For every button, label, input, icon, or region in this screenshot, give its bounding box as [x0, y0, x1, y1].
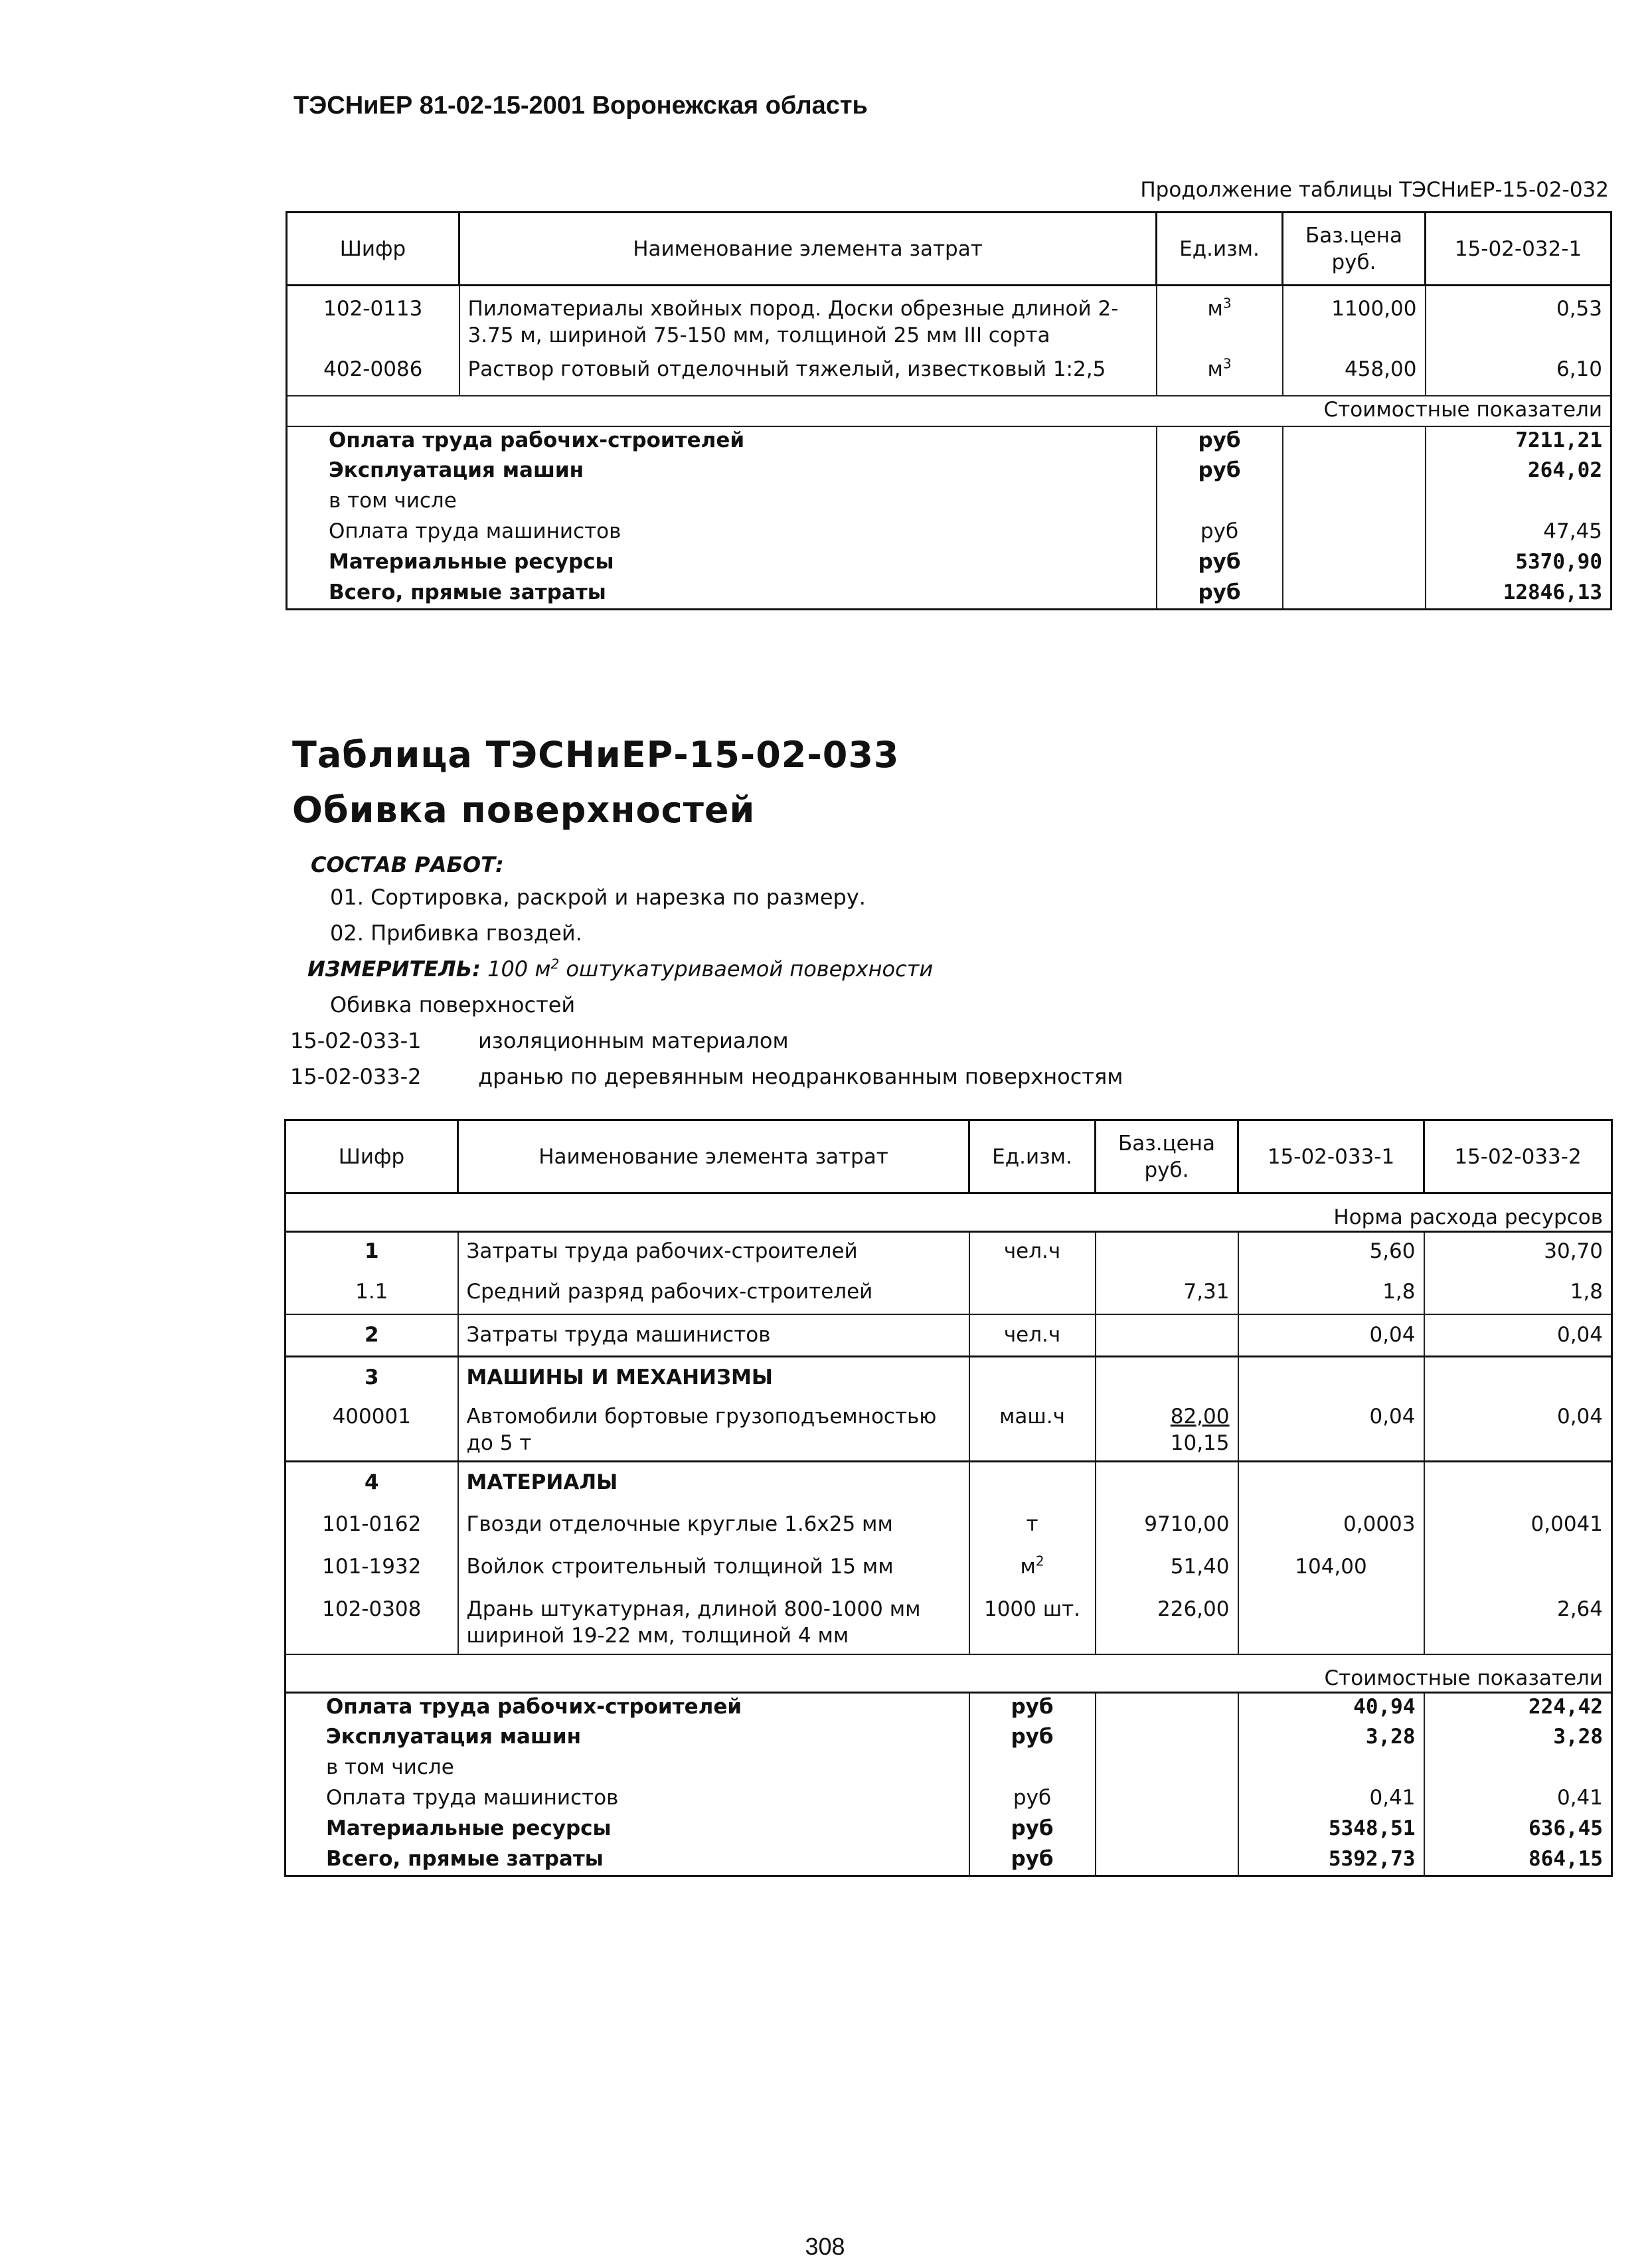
row-price: [1096, 1357, 1238, 1398]
row-unit: [969, 1273, 1096, 1314]
cost-value-1: 264,02: [1426, 457, 1611, 487]
cost-value-1: 5370,90: [1426, 549, 1611, 579]
row-unit: [969, 1357, 1096, 1398]
table-row: [286, 1273, 1612, 1314]
cost-price-empty: [1283, 579, 1426, 610]
cost-price-empty: [1096, 1723, 1238, 1754]
row-unit: т: [969, 1504, 1096, 1547]
row-value-2: 0,04: [1424, 1314, 1612, 1357]
table-row: [286, 1547, 1612, 1589]
table2-cost-caption: Стоимостные показатели: [286, 1654, 1612, 1693]
cost-row: [287, 426, 1611, 457]
cost-price-empty: [1096, 1846, 1238, 1876]
row-code: 402-0086: [287, 356, 459, 396]
row-code: 101-1932: [286, 1547, 458, 1589]
cost-row: [286, 1785, 1612, 1815]
table2-header-col2: 15-02-033-2: [1424, 1120, 1612, 1193]
item-code: 15-02-033-1: [290, 1028, 422, 1053]
row-price: 9710,00: [1096, 1504, 1238, 1547]
row-value-2: [1424, 1357, 1612, 1398]
table-row: [286, 1462, 1612, 1504]
table2-header-price-text: Баз.цена руб.: [1117, 1131, 1216, 1182]
row-name: Затраты труда машинистов: [458, 1314, 969, 1357]
cost-price-empty: [1096, 1693, 1238, 1723]
table1-continuation-caption: Продолжение таблицы ТЭСНиЕР-15-02-032: [1140, 178, 1609, 202]
cost-row: [286, 1754, 1612, 1785]
row-unit-text: м: [1207, 357, 1223, 381]
cost-unit: руб: [969, 1693, 1096, 1723]
cost-unit: [1157, 487, 1283, 518]
row-value-2: 2,64: [1424, 1589, 1612, 1654]
table1-header-unit: Ед.изм.: [1157, 213, 1283, 286]
row-value-1: [1238, 1357, 1424, 1398]
row-unit-sup: 3: [1222, 295, 1232, 311]
cost-value-2: 864,15: [1424, 1846, 1612, 1876]
group-name: Обивка поверхностей: [330, 992, 576, 1017]
row-price: 1100,00: [1283, 286, 1426, 356]
table-row: [286, 1314, 1612, 1357]
cost-price-empty: [1096, 1754, 1238, 1785]
row-value-2: 0,0041: [1424, 1504, 1612, 1547]
row-value-2: 1,8: [1424, 1273, 1612, 1314]
row-unit-text: м: [1207, 297, 1223, 321]
section-subtitle: Обивка поверхностей: [292, 789, 756, 831]
row-value-1: 5,60: [1238, 1232, 1424, 1273]
row-value-2: 30,70: [1424, 1232, 1612, 1273]
row-unit-sup: 3: [1222, 355, 1232, 372]
item-text: изоляционным материалом: [478, 1028, 789, 1053]
row-price: [1096, 1398, 1238, 1462]
table-row: [286, 1357, 1612, 1398]
row-unit: маш.ч: [969, 1398, 1096, 1462]
table2-header-name: Наименование элемента затрат: [458, 1120, 969, 1193]
cost-unit: руб: [969, 1815, 1096, 1846]
cost-value-2: [1424, 1754, 1612, 1785]
cost-caption-row: [286, 1654, 1612, 1693]
cost-label: Оплата труда машинистов: [286, 1785, 969, 1815]
cost-row: [287, 579, 1611, 610]
table1: [286, 211, 1612, 610]
row-unit-sup: 2: [1035, 1553, 1044, 1569]
row-name: Затраты труда рабочих-строителей: [458, 1232, 969, 1273]
cost-unit: руб: [969, 1846, 1096, 1876]
row-value-1: 0,04: [1238, 1398, 1424, 1462]
cost-unit: [969, 1754, 1096, 1785]
cost-unit: руб: [969, 1723, 1096, 1754]
row-name: Гвозди отделочные круглые 1.6х25 мм: [458, 1504, 969, 1547]
cost-value-1: 5348,51: [1238, 1815, 1424, 1846]
table2: [284, 1119, 1613, 1877]
row-unit: 1000 шт.: [969, 1589, 1096, 1654]
table-row: [286, 1589, 1612, 1654]
row-value-1: 6,10: [1426, 356, 1611, 396]
row-price: 7,31: [1096, 1273, 1238, 1314]
page-number: 308: [805, 2233, 845, 2260]
table-row: [286, 1232, 1612, 1273]
row-value-2: [1424, 1462, 1612, 1504]
row-value-1: 0,0003: [1238, 1504, 1424, 1547]
cost-value-1: [1238, 1754, 1424, 1785]
cost-row: [286, 1846, 1612, 1876]
row-unit: [1157, 356, 1283, 396]
cost-row: [287, 457, 1611, 487]
table-row: [286, 1398, 1612, 1462]
cost-value-1: 12846,13: [1426, 579, 1611, 610]
cost-label: Материальные ресурсы: [286, 1815, 969, 1846]
cost-label: в том числе: [286, 1754, 969, 1785]
row-code: 3: [286, 1357, 458, 1398]
norm-caption-row: [286, 1193, 1612, 1232]
item-text: дранью по деревянным неодранкованным поверхностям: [478, 1064, 1123, 1089]
row-unit: чел.ч: [969, 1314, 1096, 1357]
cost-value-1: 3,28: [1238, 1723, 1424, 1754]
works-label: СОСТАВ РАБОТ:: [311, 852, 504, 877]
table-row: [287, 356, 1611, 396]
row-code: 102-0308: [286, 1589, 458, 1654]
table1-cost-caption: Стоимостные показатели: [287, 396, 1611, 426]
cost-label: Оплата труда рабочих-строителей: [286, 1693, 969, 1723]
table-row: [287, 286, 1611, 356]
table2-header-price: [1096, 1120, 1238, 1193]
cost-label: Материальные ресурсы: [287, 549, 1157, 579]
row-unit: чел.ч: [969, 1232, 1096, 1273]
cost-label: Эксплуатация машин: [287, 457, 1157, 487]
row-value-1: 0,04: [1238, 1314, 1424, 1357]
cost-unit: руб: [1157, 426, 1283, 457]
cost-label: Эксплуатация машин: [286, 1723, 969, 1754]
row-value-1: [1238, 1589, 1424, 1654]
cost-price-empty: [1283, 518, 1426, 549]
row-name: Раствор готовый отделочный тяжелый, известковый 1:2,5: [459, 356, 1157, 396]
table-title: Таблица ТЭСНиЕР-15-02-033: [292, 734, 900, 776]
row-name: Дрань штукатурная, длиной 800-1000 мм шириной 19-22 мм, толщиной 4 мм: [458, 1589, 969, 1654]
table1-header-name: Наименование элемента затрат: [459, 213, 1157, 286]
cost-value-1: 0,41: [1238, 1785, 1424, 1815]
row-code: 101-0162: [286, 1504, 458, 1547]
meter-rest: оштукатуриваемой поверхности: [566, 956, 934, 982]
row-unit-text: м: [1020, 1554, 1036, 1579]
row-value-1: [1238, 1462, 1424, 1504]
row-price-secondary: 10,15: [1170, 1431, 1230, 1455]
work-item: 01. Сортировка, раскрой и нарезка по размеру.: [330, 885, 866, 910]
table2-header-unit: Ед.изм.: [969, 1120, 1096, 1193]
row-price: [1096, 1314, 1238, 1357]
cost-value-1: [1426, 487, 1611, 518]
table1-header-price: [1283, 213, 1426, 286]
work-item: 02. Прибивка гвоздей.: [330, 920, 582, 946]
cost-row: [287, 487, 1611, 518]
row-value-1: 104,00: [1238, 1547, 1424, 1589]
row-value-1: 0,53: [1426, 286, 1611, 356]
cost-value-1: 40,94: [1238, 1693, 1424, 1723]
cost-row: [286, 1693, 1612, 1723]
document-title: ТЭСНиЕР 81-02-15-2001 Воронежская область: [293, 92, 868, 120]
table1-header-price-text: Баз.цена руб.: [1305, 223, 1403, 274]
cost-value-1: 47,45: [1426, 518, 1611, 549]
cost-unit: руб: [969, 1785, 1096, 1815]
row-price: 458,00: [1283, 356, 1426, 396]
table2-norm-caption: Норма расхода ресурсов: [286, 1193, 1612, 1232]
row-price: 226,00: [1096, 1589, 1238, 1654]
cost-row: [287, 549, 1611, 579]
row-value-1: 1,8: [1238, 1273, 1424, 1314]
cost-value-1: 7211,21: [1426, 426, 1611, 457]
cost-value-2: 224,42: [1424, 1693, 1612, 1723]
row-unit: [969, 1547, 1096, 1589]
table-row: [286, 1504, 1612, 1547]
row-name: МАТЕРИАЛЫ: [458, 1462, 969, 1504]
meter-sup: 2: [550, 956, 560, 972]
table2-header-col1: 15-02-033-1: [1238, 1120, 1424, 1193]
cost-unit: руб: [1157, 549, 1283, 579]
cost-unit: руб: [1157, 579, 1283, 610]
row-name: Автомобили бортовые грузоподъемностью до 5 т: [458, 1398, 969, 1462]
cost-price-empty: [1283, 487, 1426, 518]
cost-price-empty: [1283, 457, 1426, 487]
cost-value-1: 5392,73: [1238, 1846, 1424, 1876]
row-unit: [969, 1462, 1096, 1504]
cost-unit: руб: [1157, 518, 1283, 549]
cost-price-empty: [1283, 549, 1426, 579]
cost-label: Оплата труда рабочих-строителей: [287, 426, 1157, 457]
row-name: Войлок строительный толщиной 15 мм: [458, 1547, 969, 1589]
cost-row: [286, 1723, 1612, 1754]
row-name: МАШИНЫ И МЕХАНИЗМЫ: [458, 1357, 969, 1398]
row-name: Средний разряд рабочих-строителей: [458, 1273, 969, 1314]
cost-label: Всего, прямые затраты: [286, 1846, 969, 1876]
meter-label: ИЗМЕРИТЕЛЬ:: [307, 956, 481, 982]
row-value-2: 0,04: [1424, 1398, 1612, 1462]
table1-header-row: [287, 213, 1611, 286]
cost-row: [287, 518, 1611, 549]
cost-price-empty: [1283, 426, 1426, 457]
table2-header-row: [286, 1120, 1612, 1193]
cost-price-empty: [1096, 1785, 1238, 1815]
cost-label: Оплата труда машинистов: [287, 518, 1157, 549]
row-code: 1: [286, 1232, 458, 1273]
row-code: 400001: [286, 1398, 458, 1462]
cost-value-2: 0,41: [1424, 1785, 1612, 1815]
row-price: 51,40: [1096, 1547, 1238, 1589]
table2-header-code: Шифр: [286, 1120, 458, 1193]
cost-value-2: 636,45: [1424, 1815, 1612, 1846]
row-price: [1096, 1232, 1238, 1273]
row-unit: [1157, 286, 1283, 356]
cost-unit: руб: [1157, 457, 1283, 487]
table1-header-code: Шифр: [287, 213, 459, 286]
row-code: 2: [286, 1314, 458, 1357]
cost-row: [286, 1815, 1612, 1846]
row-value-2: [1424, 1547, 1612, 1589]
cost-caption-row: [287, 396, 1611, 426]
row-price: [1096, 1462, 1238, 1504]
cost-price-empty: [1096, 1815, 1238, 1846]
item-code: 15-02-033-2: [290, 1064, 422, 1089]
cost-label: в том числе: [287, 487, 1157, 518]
row-code: 102-0113: [287, 286, 459, 356]
row-code: 4: [286, 1462, 458, 1504]
table1-header-col1: 15-02-032-1: [1426, 213, 1611, 286]
row-code: 1.1: [286, 1273, 458, 1314]
row-name: Пиломатериалы хвойных пород. Доски обрезные длиной 2-3.75 м, шириной 75-150 мм, толщиной 25 мм III сорта: [459, 286, 1157, 356]
cost-value-2: 3,28: [1424, 1723, 1612, 1754]
row-price-primary: 82,00: [1170, 1404, 1230, 1429]
cost-label: Всего, прямые затраты: [287, 579, 1157, 610]
meter-line: [307, 956, 933, 982]
meter-value: 100 м: [487, 956, 551, 982]
